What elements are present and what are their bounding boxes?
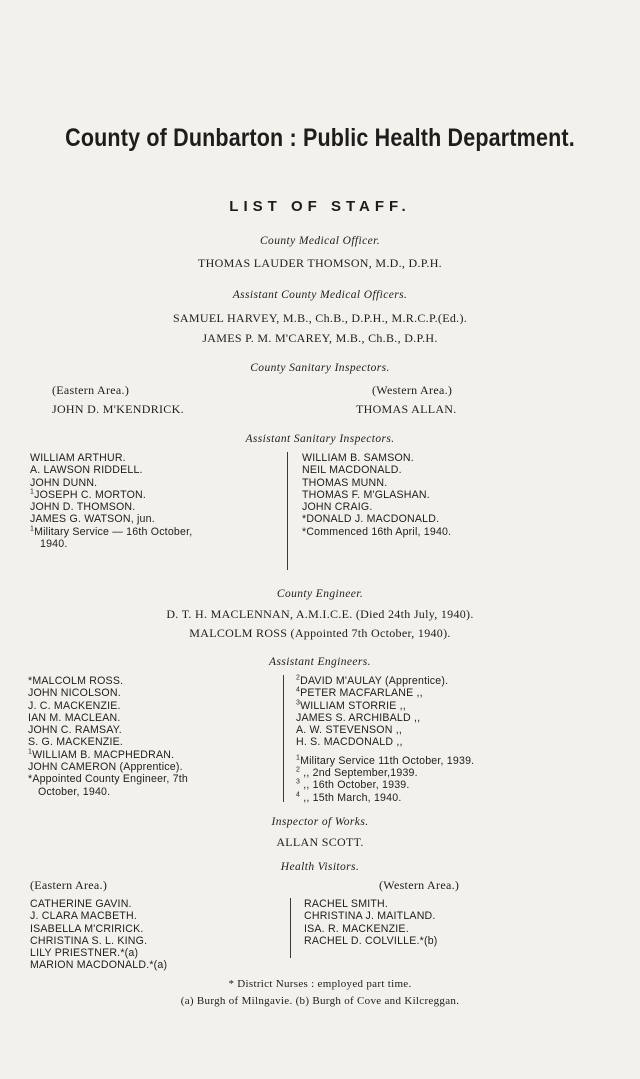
assistant-engineers-left (28, 675, 188, 798)
list-item: JOHN DUNN. (30, 476, 98, 489)
footnote-cont: October, 1940. (38, 785, 111, 798)
list-item: LILY PRIESTNER.*(a) (30, 947, 139, 960)
assistant-sanitary-inspectors-role: Assistant Sanitary Inspectors. (245, 433, 395, 445)
list-item: H. S. MACDONALD ,, (296, 736, 403, 749)
list-item: CHRISTINA S. L. KING. (30, 934, 148, 947)
assistant-sanitary-inspectors-right (302, 452, 451, 538)
eastern-area-label: (Eastern Area.) (30, 878, 108, 892)
list-item: THOMAS MUNN. (302, 476, 388, 489)
inspector-of-works-name: ALLAN SCOTT. (276, 835, 364, 849)
list-item: JOHN C. RAMSAY. (28, 724, 122, 737)
list-item: RACHEL SMITH. (304, 898, 389, 910)
assistant-engineers-right (296, 675, 474, 804)
assistant-engineers-role: Assistant Engineers. (269, 656, 371, 668)
list-item: J. C. MACKENZIE. (28, 699, 121, 712)
list-item: A. W. STEVENSON ,, (296, 724, 403, 737)
footnote: $^3$ ,, 16th October, 1939. (296, 778, 410, 792)
page-title: County of Dunbarton : Public Health Department. (65, 124, 575, 152)
county-engineer-name: MALCOLM ROSS (Appointed 7th October, 1940). (189, 626, 451, 640)
footnote-cont: 1940. (40, 538, 68, 551)
list-item: WILLIAM B. SAMSON. (302, 452, 414, 464)
assistant-medical-officer-name: SAMUEL HARVEY, M.B., Ch.B., D.P.H., M.R.C.P.(Ed.). (172, 311, 468, 325)
column-divider (283, 675, 284, 802)
list-of-staff-heading: LIST OF STAFF. (229, 198, 411, 215)
county-engineer-role: County Engineer. (276, 588, 364, 600)
list-item: WILLIAM ARTHUR. (30, 452, 126, 464)
list-item: NEIL MACDONALD. (302, 464, 402, 477)
list-item: CATHERINE GAVIN. (30, 898, 132, 910)
list-item: JOHN NICOLSON. (28, 687, 121, 700)
list-item: JAMES G. WATSON, jun. (30, 513, 155, 526)
list-item: $^1$WILLIAM B. MACPHEDRAN. (28, 748, 175, 761)
list-item: ISABELLA M'CRIRICK. (30, 922, 144, 935)
list-item: MARION MACDONALD.*(a) (30, 959, 168, 972)
list-item: $^2$DAVID M'AULAY (Apprentice). (296, 674, 449, 687)
column-divider (290, 898, 291, 958)
list-item: CHRISTINA J. MAITLAND. (304, 910, 436, 923)
list-item: THOMAS F. M'GLASHAN. (302, 488, 430, 501)
list-item: IAN M. MACLEAN. (28, 711, 121, 724)
list-item: S. G. MACKENZIE. (28, 736, 124, 749)
list-item: JOHN D. THOMSON. (30, 501, 136, 514)
list-item: A. LAWSON RIDDELL. (30, 464, 143, 477)
western-area-label: (Western Area.) (379, 878, 460, 892)
western-inspector-name: THOMAS ALLAN. (356, 402, 457, 416)
health-visitors-role: Health Visitors. (280, 861, 360, 873)
health-visitors-eastern (30, 898, 167, 972)
medical-officer-role: County Medical Officer. (259, 235, 381, 247)
list-item: *DONALD J. MACDONALD. (302, 513, 440, 526)
footnote: $^1$Military Service 11th October, 1939. (296, 754, 475, 767)
eastern-area-label: (Eastern Area.) (52, 383, 130, 397)
footnote: $^1$Military Service — 16th October, (30, 525, 193, 538)
list-item: $^3$WILLIAM STORRIE ,, (296, 699, 406, 712)
eastern-inspector-name: JOHN D. M'KENDRICK. (52, 402, 184, 416)
assistant-medical-officers-role: Assistant County Medical Officers. (232, 289, 408, 301)
list-item: JOHN CRAIG. (302, 501, 373, 514)
burgh-footnote: (a) Burgh of Milngavie. (b) Burgh of Cove and Kilcreggan. (180, 995, 460, 1007)
assistant-medical-officer-name: JAMES P. M. M'CAREY, M.B., Ch.B., D.P.H. (202, 331, 438, 345)
list-item: J. CLARA MACBETH. (30, 910, 138, 923)
column-divider (287, 452, 288, 570)
health-visitors-western (304, 898, 438, 947)
footnote: *Appointed County Engineer, 7th (28, 773, 188, 786)
footnote: $^4$ ,, 15th March, 1940. (296, 791, 402, 804)
list-item: RACHEL D. COLVILLE.*(b) (304, 934, 438, 947)
list-item: $^4$PETER MACFARLANE ,, (296, 686, 423, 700)
list-item: JOHN CAMERON (Apprentice). (28, 761, 183, 774)
footnote: *Commenced 16th April, 1940. (302, 525, 452, 538)
medical-officer-name: THOMAS LAUDER THOMSON, M.D., D.P.H. (198, 256, 442, 270)
list-item: *MALCOLM ROSS. (28, 675, 124, 687)
footnote: $^2$ ,, 2nd September,1939. (296, 766, 418, 780)
assistant-sanitary-inspectors-left (30, 452, 192, 550)
sanitary-inspectors-role: County Sanitary Inspectors. (250, 362, 390, 374)
county-engineer-name: D. T. H. MACLENNAN, A.M.I.C.E. (Died 24th July, 1940). (166, 607, 474, 621)
list-item: ISA. R. MACKENZIE. (304, 922, 409, 935)
inspector-of-works-role: Inspector of Works. (271, 816, 369, 828)
western-area-label: (Western Area.) (372, 383, 453, 397)
list-item: JAMES S. ARCHIBALD ,, (296, 711, 421, 724)
district-nurses-footnote: * District Nurses : employed part time. (228, 978, 412, 990)
list-item: $^1$JOSEPH C. MORTON. (30, 488, 146, 501)
